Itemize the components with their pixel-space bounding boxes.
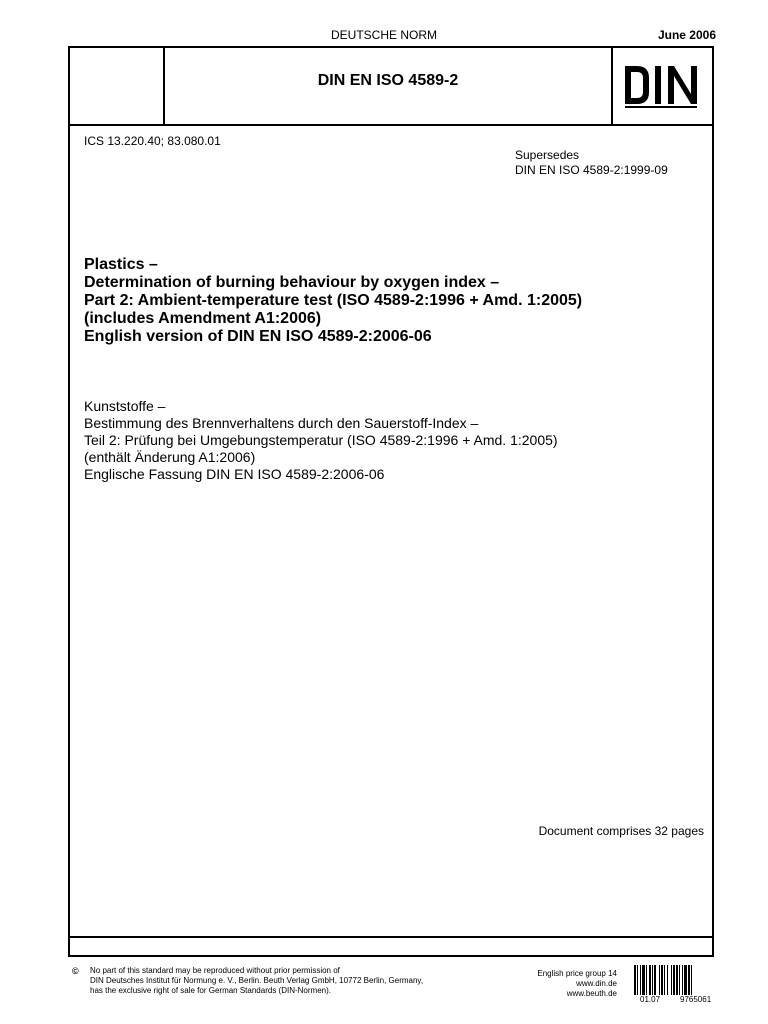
ics-codes: ICS 13.220.40; 83.080.01 bbox=[84, 134, 221, 148]
barcode-bar bbox=[637, 965, 638, 995]
barcode-bar bbox=[671, 965, 672, 995]
page-count-note: Document comprises 32 pages bbox=[538, 824, 704, 838]
barcode-bar bbox=[664, 965, 665, 995]
barcode-bar bbox=[654, 965, 656, 995]
german-title bbox=[84, 398, 558, 483]
legal-notice bbox=[90, 966, 510, 996]
english-title-line: Determination of burning behaviour by oxygen index – bbox=[84, 274, 500, 291]
publication-date: June 2006 bbox=[657, 28, 716, 42]
barcode-bar bbox=[679, 965, 680, 995]
barcode-bar bbox=[652, 965, 653, 995]
barcode-bar bbox=[682, 965, 683, 995]
german-title-line: (enthält Änderung A1:2006) bbox=[84, 449, 256, 465]
din-logo bbox=[613, 60, 714, 110]
norm-label: DEUTSCHE NORM bbox=[330, 28, 437, 42]
barcode-bar bbox=[684, 965, 687, 995]
frame-bottom-bar bbox=[68, 936, 714, 957]
barcode-bar bbox=[640, 965, 641, 995]
copyright-icon: © bbox=[72, 966, 79, 976]
svg-text:DIN: DIN bbox=[613, 60, 615, 61]
legal-line: DIN Deutsches Institut für Normung e. V., Berlin. Beuth Verlag GmbH, 10772 Berlin, Germany, bbox=[90, 976, 424, 985]
supersedes-block bbox=[515, 148, 668, 178]
din-url[interactable]: www.din.de bbox=[576, 979, 617, 988]
document-number: DIN EN ISO 4589-2 bbox=[317, 72, 459, 89]
english-title-line: Plastics – bbox=[84, 256, 158, 273]
barcode-bar bbox=[642, 965, 645, 995]
english-title-line: (includes Amendment A1:2006) bbox=[84, 310, 322, 327]
barcode-bar bbox=[659, 965, 660, 995]
english-title-line: English version of DIN EN ISO 4589-2:2006-06 bbox=[84, 328, 432, 345]
barcode-bar bbox=[634, 965, 636, 995]
document-frame bbox=[68, 46, 714, 957]
english-title bbox=[84, 256, 582, 346]
price-group: English price group 14 bbox=[537, 969, 617, 978]
barcode-bar bbox=[661, 965, 663, 995]
barcode-bar bbox=[667, 965, 668, 995]
beuth-url[interactable]: www.beuth.de bbox=[566, 989, 617, 998]
english-title-line: Part 2: Ambient-temperature test (ISO 4589-2:1996 + Amd. 1:2005) bbox=[84, 292, 583, 309]
barcode-bar bbox=[673, 965, 675, 995]
supersedes-label: Supersedes bbox=[515, 148, 580, 162]
barcode-bar bbox=[691, 965, 692, 995]
price-block bbox=[510, 969, 617, 999]
barcode-bar bbox=[688, 965, 690, 995]
legal-line: No part of this standard may be reproduced without prior permission of bbox=[90, 966, 340, 975]
barcode bbox=[634, 965, 714, 995]
german-title-line: Kunststoffe – bbox=[84, 398, 166, 414]
barcode-bar bbox=[676, 965, 678, 995]
barcode-number-left: 01.07 bbox=[640, 995, 661, 1004]
german-title-line: Teil 2: Prüfung bei Umgebungstemperatur (ISO 4589-2:1996 + Amd. 1:2005) bbox=[84, 432, 558, 448]
supersedes-value: DIN EN ISO 4589-2:1999-09 bbox=[515, 163, 668, 177]
german-title-line: Englische Fassung DIN EN ISO 4589-2:2006-06 bbox=[84, 466, 385, 482]
barcode-bar bbox=[649, 965, 651, 995]
legal-line: has the exclusive right of sale for German Standards (DIN-Normen). bbox=[90, 986, 331, 995]
barcode-bar bbox=[646, 965, 647, 995]
german-title-line: Bestimmung des Brennverhaltens durch den Sauerstoff-Index – bbox=[84, 415, 479, 431]
barcode-number-right: 9765061 bbox=[680, 995, 712, 1004]
